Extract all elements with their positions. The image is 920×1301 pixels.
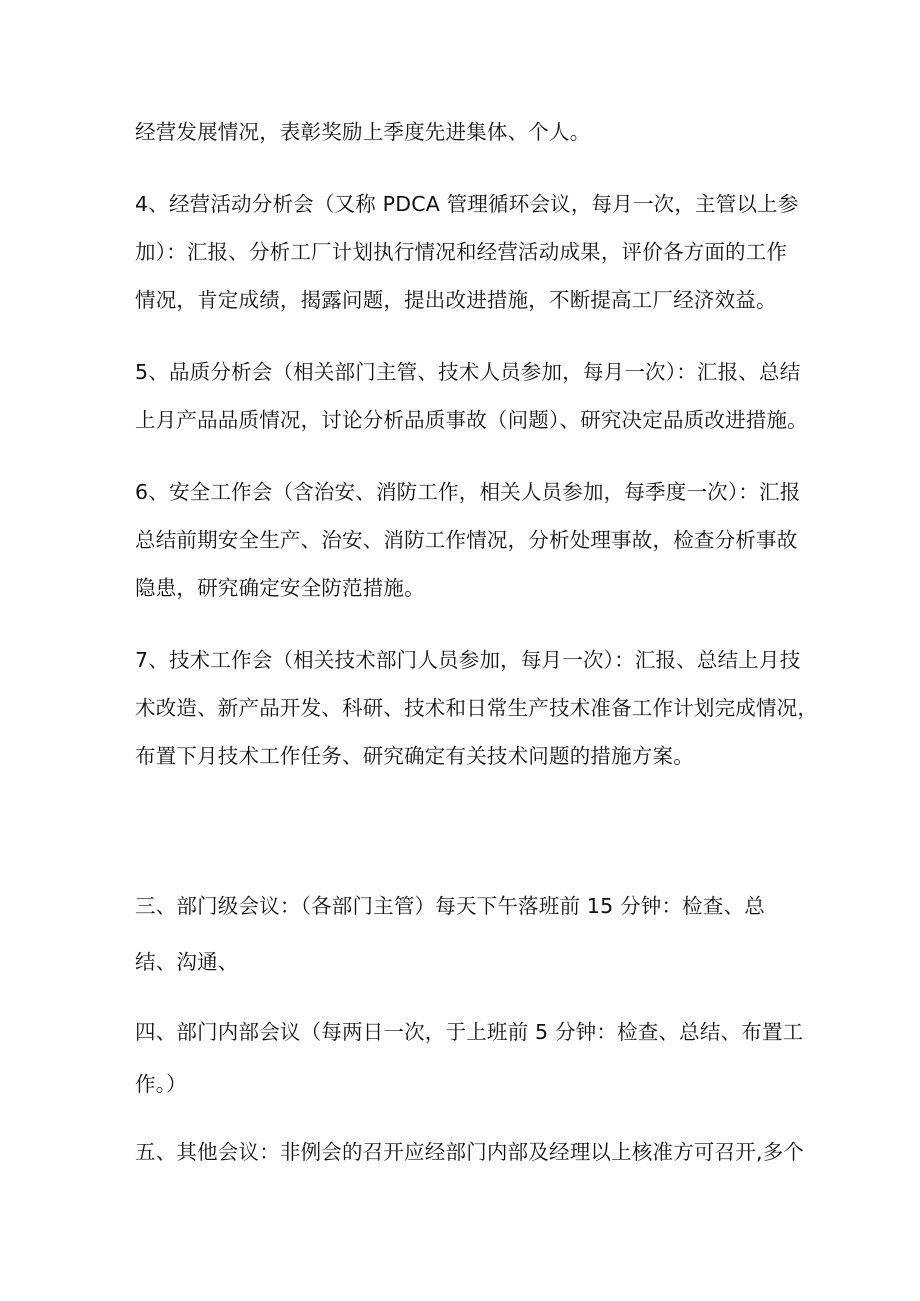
text-line: 情况，肯定成绩，揭露问题，提出改进措施，不断提高工厂经济效益。 (135, 288, 777, 312)
text-line: 4、经营活动分析会（又称 PDCA 管理循环会议，每月一次，主管以上参 (135, 192, 799, 216)
text-line: 5、品质分析会（相关部门主管、技术人员参加，每月一次）：汇报、总结 (135, 360, 801, 384)
text-line: 布置下月技术工作任务、研究确定有关技术问题的措施方案。 (135, 744, 694, 768)
text-line: 加）：汇报、分析工厂计划执行情况和经营活动成果，评价各方面的工作 (135, 240, 788, 264)
text-line: 结、沟通、 (135, 950, 239, 974)
text-line: 经营发展情况，表彰奖励上季度先进集体、个人。 (135, 120, 591, 144)
text-line: 6、安全工作会（含治安、消防工作，相关人员参加，每季度一次）：汇报 (135, 480, 801, 504)
text-line: 四、部门内部会议（每两日一次，于上班前 5 分钟：检查、总结、布置工 (135, 1020, 804, 1044)
text-line: 术改造、新产品开发、科研、技术和日常生产技术准备工作计划完成情况， (135, 696, 819, 720)
text-line: 作。） (135, 1072, 187, 1096)
text-line: 三、部门级会议：（各部门主管）每天下午落班前 15 分钟：检查、总 (135, 894, 765, 918)
text-line: 五、其他会议：非例会的召开应经部门内部及经理以上核准方可召开,多个 (135, 1140, 805, 1164)
text-line: 上月产品品质情况，讨论分析品质事故（问题）、研究决定品质改进措施。 (135, 408, 808, 432)
text-line: 总结前期安全生产、治安、消防工作情况，分析处理事故，检查分析事故 (135, 528, 798, 552)
text-line: 7、技术工作会（相关技术部门人员参加，每月一次）：汇报、总结上月技 (135, 648, 801, 672)
text-line: 隐患，研究确定安全防范措施。 (135, 576, 425, 600)
